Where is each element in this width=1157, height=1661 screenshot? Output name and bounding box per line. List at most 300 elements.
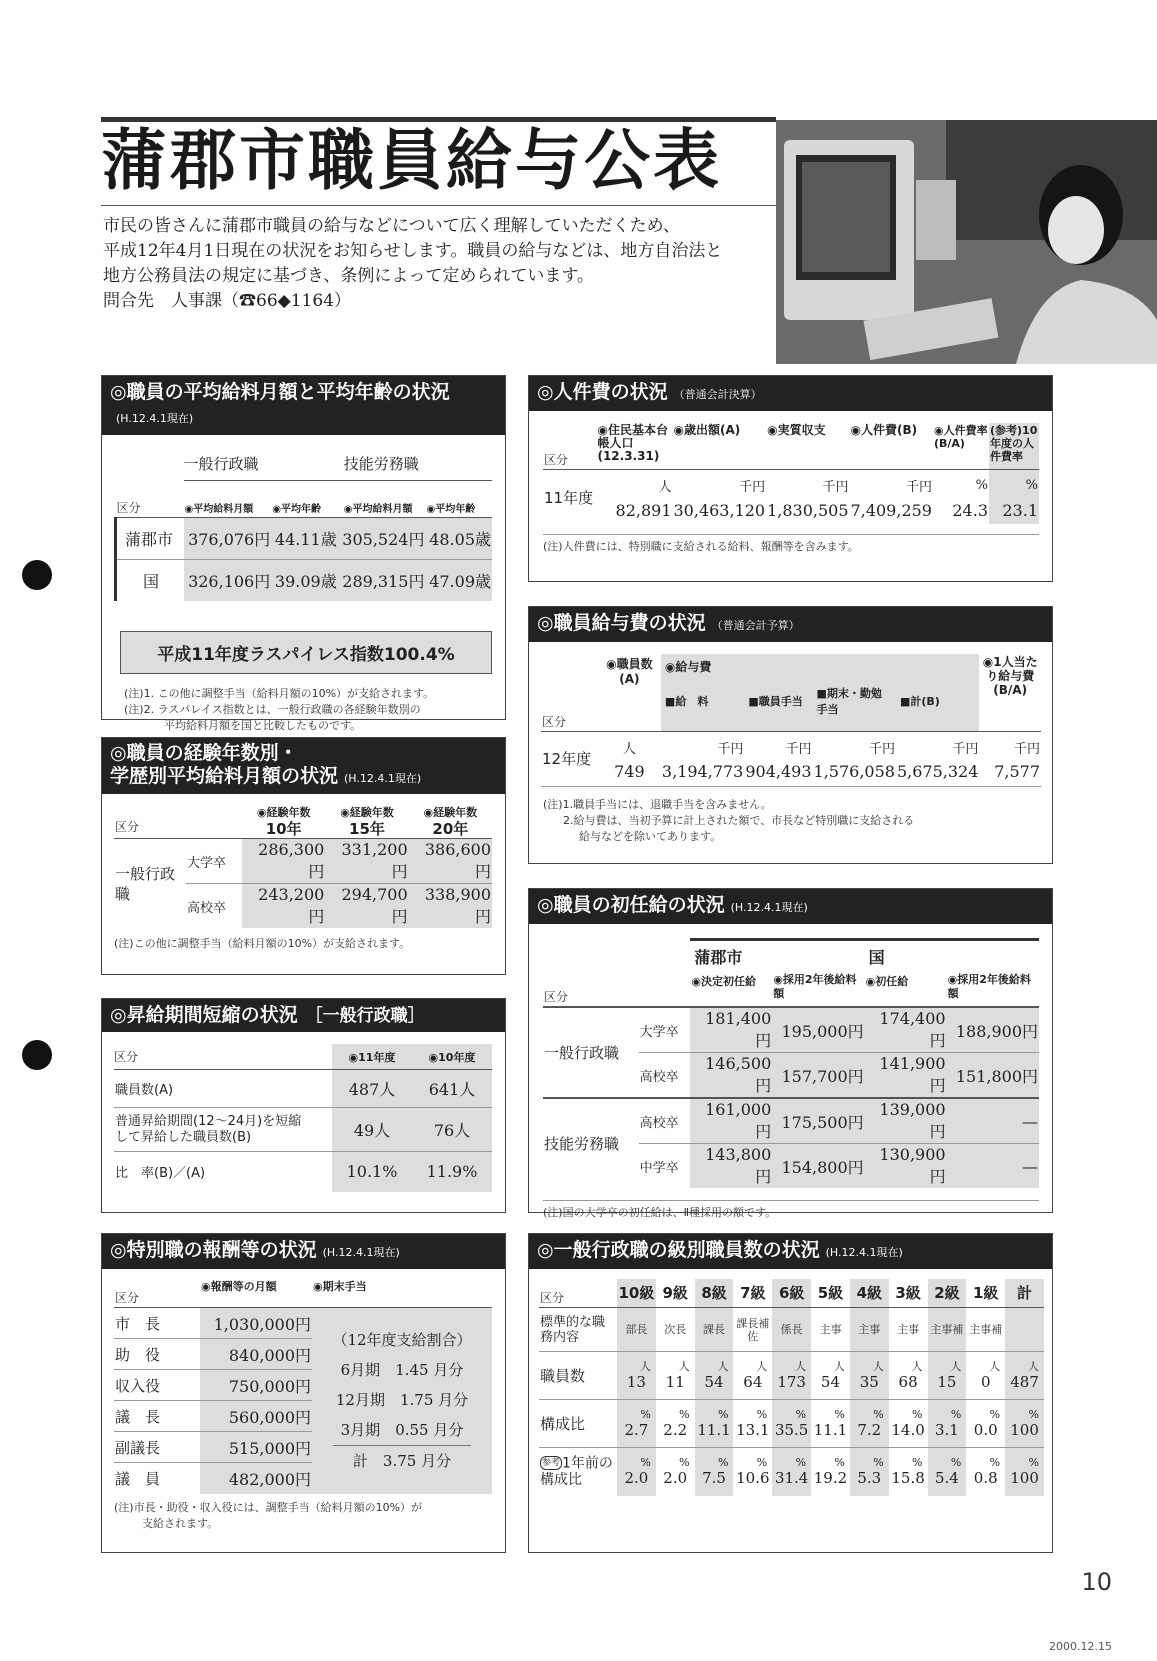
unit: % xyxy=(912,1407,923,1421)
table-row xyxy=(543,1098,1039,1144)
unit: % xyxy=(717,1455,729,1469)
panel-header xyxy=(102,1234,505,1269)
cell: 30,463,120 xyxy=(673,500,766,520)
col-header-year: 15年 xyxy=(349,820,385,838)
duty-cell: 主事 xyxy=(850,1308,889,1352)
note-line: (注)市長・助役・収入役には、調整手当（給料月額の10%）が xyxy=(114,1500,423,1514)
duty-cell: 課長 xyxy=(695,1308,734,1352)
unit: % xyxy=(756,1455,768,1469)
kubun-label: 区分 xyxy=(540,1291,565,1305)
col-header: ◉人件費率(B/A) xyxy=(933,424,988,450)
col-header: ◉歳出額(A) xyxy=(673,423,741,437)
bonus-value: 1.45 月分 xyxy=(395,1361,464,1380)
row-label: 議 長 xyxy=(115,1407,161,1426)
special-table xyxy=(114,1277,492,1494)
cell: 487人 xyxy=(332,1070,412,1108)
avg-salary-panel xyxy=(101,375,506,732)
cell: 904,493 xyxy=(745,762,812,782)
unit: 人 xyxy=(658,480,672,495)
cell: 154,800円 xyxy=(772,1144,864,1189)
row-label: 市 長 xyxy=(115,1314,161,1333)
unit: % xyxy=(950,1455,962,1469)
starting-salary-table xyxy=(543,938,1039,1188)
unit: % xyxy=(795,1455,807,1469)
cell-value: 68 xyxy=(898,1372,918,1391)
duty-cell: 部長 xyxy=(617,1308,656,1352)
bonus-value: 0.55 月分 xyxy=(395,1421,464,1440)
unit: % xyxy=(834,1455,845,1469)
grade-cell xyxy=(695,1448,734,1496)
grade-cell xyxy=(617,1400,656,1448)
cell: 175,500円 xyxy=(772,1098,864,1144)
col-header: ◉給与費 xyxy=(661,654,979,679)
experience-panel xyxy=(101,737,506,975)
binder-hole xyxy=(22,1040,52,1070)
intro-line: 市民の皆さんに蒲郡市職員の給与などについて広く理解していただくため、 xyxy=(103,216,680,236)
cell-value: 7.2 xyxy=(857,1420,882,1439)
avg-salary-table xyxy=(114,447,492,601)
row-label: 構成比 xyxy=(540,1415,586,1433)
col-header: ◉平均年齢 xyxy=(425,481,492,518)
cell: 23.1 xyxy=(989,496,1039,524)
unit: % xyxy=(1028,1407,1039,1421)
grade-cell xyxy=(966,1448,1005,1496)
cell: — xyxy=(947,1098,1039,1144)
grade-cell xyxy=(695,1400,734,1448)
cell: 289,315円 xyxy=(338,559,426,601)
cell: 10.1% xyxy=(332,1152,412,1192)
cell: 151,800円 xyxy=(947,1053,1039,1099)
unit: 人 xyxy=(678,1359,690,1373)
asof-label: (H.12.4.1現在) xyxy=(730,901,808,914)
grade-cell xyxy=(889,1352,928,1400)
cell-value: 13 xyxy=(626,1372,646,1391)
unit: % xyxy=(989,1407,1001,1421)
issue-date: 2000.12.15 xyxy=(1049,1640,1112,1653)
cell: 305,524円 xyxy=(338,517,426,559)
cell-value: 10.6 xyxy=(736,1468,770,1487)
unit: 人 xyxy=(639,1359,651,1373)
row-label: 中学卒 xyxy=(639,1160,679,1176)
cell-value: 54 xyxy=(820,1372,841,1391)
cell-value: 35.5 xyxy=(774,1420,809,1439)
asof-label: (H.12.4.1現在) xyxy=(344,772,422,785)
group-label: 一般行政職 xyxy=(115,864,176,903)
title-underline xyxy=(101,205,776,206)
cell: 195,000円 xyxy=(772,1007,864,1053)
page-number: 10 xyxy=(1081,1568,1112,1596)
bonus-row xyxy=(313,1385,491,1415)
grade-header: 3級 xyxy=(895,1284,921,1302)
unit: % xyxy=(756,1407,768,1421)
grade-panel xyxy=(528,1233,1053,1553)
unit: 人 xyxy=(795,1359,807,1373)
cell: 1,576,058 xyxy=(813,762,895,782)
cell: 76人 xyxy=(412,1108,492,1152)
col-header-label: ◉経験年数 xyxy=(340,806,394,819)
unit: 千円 xyxy=(952,742,979,757)
unit: 人 xyxy=(717,1359,729,1373)
unit: % xyxy=(795,1407,807,1421)
grade-cell xyxy=(966,1400,1005,1448)
row-label: 普通昇給期間(12〜24月)を短縮して昇給した職員数(B) xyxy=(115,1113,302,1145)
kubun-label: 区分 xyxy=(541,654,598,732)
duty-cell: 次長 xyxy=(664,1323,687,1336)
table-row xyxy=(539,1308,1044,1352)
col-subheader: ■職員手当 xyxy=(744,679,812,732)
cell: 157,700円 xyxy=(772,1053,864,1099)
kubun-label: 区分 xyxy=(116,481,184,518)
col-header: ◉初任給 xyxy=(865,975,909,988)
table-row xyxy=(114,839,492,884)
kubun-label: 区分 xyxy=(114,804,242,839)
unit: 人 xyxy=(833,1359,845,1373)
experience-table xyxy=(114,804,492,928)
panel-subtitle: （普通会計決算） xyxy=(673,388,762,401)
cell: 243,200円 xyxy=(242,884,325,929)
personnel-cost-table xyxy=(543,423,1039,524)
unit: 千円 xyxy=(717,742,744,757)
grade-header: 7級 xyxy=(740,1284,766,1302)
table-row xyxy=(114,1152,492,1192)
unit: 人 xyxy=(756,1359,768,1373)
group-header: 技能労務職 xyxy=(338,447,492,481)
row-label: 標準的な職務内容 xyxy=(540,1314,606,1345)
grade-cell xyxy=(656,1448,695,1496)
page-title: 蒲郡市職員給与公表 xyxy=(101,122,722,199)
panel-title: ◎職員の初任給の状況 xyxy=(537,894,725,916)
unit: % xyxy=(1028,1455,1039,1469)
cell-value: 2.0 xyxy=(663,1468,688,1487)
panel-title: ◎職員の経験年数別・ xyxy=(110,742,298,764)
cell-value: 7.5 xyxy=(702,1468,726,1487)
cell-value: 487 xyxy=(1010,1372,1039,1391)
bonus-row xyxy=(333,1445,471,1476)
unit: 千円 xyxy=(868,742,895,757)
cell: 7,409,259 xyxy=(850,500,932,520)
row-label: 高校卒 xyxy=(187,900,227,916)
table-row xyxy=(539,1448,1044,1496)
cell: 1,030,000円 xyxy=(200,1308,312,1339)
cell: 338,900円 xyxy=(409,884,492,929)
panel-header xyxy=(529,607,1052,642)
col-header: (参考)10年度の人件費率 xyxy=(989,423,1039,470)
promotion-panel xyxy=(101,998,506,1213)
cell-value: 35 xyxy=(859,1372,879,1391)
cell: 641人 xyxy=(412,1070,492,1108)
unit: 千円 xyxy=(1013,742,1040,757)
cell: 48.05歳 xyxy=(425,517,492,559)
note-line: 2.給与費は、当初予算に計上された額で、市長など特別職に支給される xyxy=(563,813,915,827)
cell: 130,900円 xyxy=(865,1144,947,1189)
grade-cell xyxy=(617,1448,656,1496)
cell: 560,000円 xyxy=(200,1401,312,1432)
col-header xyxy=(409,804,492,839)
unit: % xyxy=(989,470,1039,497)
unit: % xyxy=(975,478,988,493)
contact-line: 問合先 人事課（☎66◆1164） xyxy=(103,291,351,311)
cell-value: 15.8 xyxy=(891,1468,925,1487)
cell: 286,300円 xyxy=(242,839,325,884)
table-row xyxy=(543,1007,1039,1053)
grade-header: 6級 xyxy=(772,1279,811,1308)
unit: 千円 xyxy=(905,480,932,495)
cell: 5,675,324 xyxy=(896,762,979,782)
cell-value: 64 xyxy=(743,1372,763,1391)
cell: 515,000円 xyxy=(200,1432,312,1463)
grade-cell xyxy=(811,1448,850,1496)
col-header xyxy=(242,804,325,839)
bonus-label: 3月期 xyxy=(340,1421,381,1440)
group-label: 一般行政職 xyxy=(543,1007,639,1098)
unit: % xyxy=(834,1407,845,1421)
cell: 82,891 xyxy=(615,500,672,520)
table-row xyxy=(543,496,1039,524)
cell-value: 0.8 xyxy=(973,1468,998,1487)
starting-salary-panel xyxy=(528,888,1053,1219)
row-label: 11年度 xyxy=(544,488,594,507)
asof-label: (H.12.4.1現在) xyxy=(322,1246,400,1259)
unit: % xyxy=(950,1407,962,1421)
cell-value: 54 xyxy=(704,1372,724,1391)
row-label: 議 員 xyxy=(115,1469,161,1488)
cell-value: 15 xyxy=(937,1372,957,1391)
unit: 人 xyxy=(1028,1359,1039,1373)
bonus-row xyxy=(313,1415,491,1445)
unit: % xyxy=(679,1407,690,1421)
grade-cell xyxy=(850,1448,889,1496)
note-line: (注)1. この他に調整手当（給料月額の10%）が支給されます。 xyxy=(124,687,435,700)
unit: % xyxy=(679,1455,690,1469)
row-label: 12年度 xyxy=(542,750,592,769)
row-label: 高校卒 xyxy=(639,1115,679,1131)
col-header: ◉実質収支 xyxy=(767,423,826,437)
note-line: (注)1.職員手当には、退職手当を含みません。 xyxy=(543,797,772,811)
cell: 161,000円 xyxy=(690,1098,772,1144)
cell: 11.9% xyxy=(412,1152,492,1192)
grade-cell xyxy=(733,1448,772,1496)
duty-cell: 課長補佐 xyxy=(736,1316,770,1343)
grade-cell xyxy=(889,1400,928,1448)
grade-header: 5級 xyxy=(817,1284,844,1302)
cell: 3,194,773 xyxy=(661,762,744,782)
panel-header xyxy=(102,738,505,794)
cell-value: 100 xyxy=(1010,1420,1039,1439)
cell-value: 2.2 xyxy=(663,1420,688,1439)
unit: 人 xyxy=(872,1359,884,1373)
cell: 750,000円 xyxy=(200,1370,312,1401)
grade-cell xyxy=(928,1400,967,1448)
grade-cell xyxy=(617,1352,656,1400)
row-label: 職員数 xyxy=(540,1367,586,1385)
panel-title: ◎昇給期間短縮の状況 xyxy=(110,1004,298,1026)
table-row xyxy=(116,517,493,559)
table-row xyxy=(116,559,493,601)
cell-value: 11.1 xyxy=(697,1420,731,1439)
col-header: ◉採用2年後給料額 xyxy=(947,973,1031,1000)
cell-value: 0.0 xyxy=(973,1420,998,1439)
bonus-row xyxy=(313,1355,491,1385)
col-header: ◉住民基本台帳人口(12.3.31) xyxy=(597,423,668,463)
panel-subtitle: ［一般行政職］ xyxy=(305,1006,425,1026)
panel-subtitle: （普通会計予算） xyxy=(711,619,800,632)
table-row xyxy=(114,1108,492,1152)
cell: 141,900円 xyxy=(865,1053,947,1099)
cell: 376,076円 xyxy=(184,517,272,559)
grade-header: 計 xyxy=(1005,1279,1044,1308)
note-line: 支給されます。 xyxy=(142,1516,219,1530)
col-subheader: ■期末・勤勉手当 xyxy=(813,679,896,732)
col-header: ◉平均給料月額 xyxy=(184,481,272,518)
cell-value: 173 xyxy=(777,1372,806,1391)
cell: 331,200円 xyxy=(325,839,408,884)
grade-header: 4級 xyxy=(850,1279,889,1308)
cell-value: 19.2 xyxy=(813,1468,848,1487)
cell-value: 3.1 xyxy=(934,1420,959,1439)
grade-header: 2級 xyxy=(928,1279,967,1308)
cell-value: 100 xyxy=(1010,1468,1039,1487)
bonus-label: 12月期 xyxy=(335,1391,385,1410)
salary-cost-table xyxy=(541,654,1041,787)
panel-header xyxy=(529,1234,1052,1269)
duty-cell: 主事補 xyxy=(969,1323,1003,1336)
bonus-head: （12年度支給割合） xyxy=(332,1331,472,1350)
cell-value: 13.1 xyxy=(736,1420,770,1439)
unit: 千円 xyxy=(739,480,766,495)
unit: 人 xyxy=(950,1359,962,1373)
note-line: 平均給料月額を国と比較したものです。 xyxy=(164,719,362,732)
cell: 294,700円 xyxy=(325,884,408,929)
row-label: 高校卒 xyxy=(639,1069,679,1085)
grade-cell xyxy=(811,1352,850,1400)
table-row xyxy=(114,1070,492,1108)
cell-value: 31.4 xyxy=(774,1468,809,1487)
cell-value: 14.0 xyxy=(891,1420,925,1439)
grade-cell xyxy=(733,1352,772,1400)
unit: 人 xyxy=(989,1359,1001,1373)
col-header: ◉11年度 xyxy=(332,1044,412,1070)
grade-cell xyxy=(889,1448,928,1496)
panel-title: 学歴別平均給料月額の状況 xyxy=(110,765,339,787)
grade-cell xyxy=(811,1400,850,1448)
table-row xyxy=(114,1308,492,1339)
kubun-label: 区分 xyxy=(544,990,569,1004)
notes xyxy=(124,686,505,734)
note-line: (注)人件費には、特別職に支給される給料、報酬等を含みます。 xyxy=(543,534,1039,555)
cell-value: 11.1 xyxy=(813,1420,848,1439)
cell: 44.11歳 xyxy=(271,517,338,559)
kubun-label: 区分 xyxy=(114,1050,139,1064)
col-header: ◉10年度 xyxy=(412,1044,492,1070)
row-label: 大学卒 xyxy=(639,1024,679,1040)
note-line: (注)この他に調整手当（給料月額の10%）が支給されます。 xyxy=(114,937,411,950)
cell: 39.09歳 xyxy=(271,559,338,601)
grade-cell xyxy=(928,1352,967,1400)
unit: 千円 xyxy=(785,742,812,757)
col-subheader: ■給 料 xyxy=(661,679,744,732)
unit: % xyxy=(717,1407,729,1421)
grade-cell xyxy=(1005,1400,1044,1448)
col-subheader: ■計(B) xyxy=(896,679,979,732)
grade-cell xyxy=(928,1448,967,1496)
cell: 326,106円 xyxy=(184,559,272,601)
col-header: ◉決定初任給 xyxy=(691,975,756,988)
col-header: ◉人件費(B) xyxy=(850,423,918,437)
row-label: 助 役 xyxy=(115,1345,161,1364)
panel-header xyxy=(529,376,1052,411)
unit: 人 xyxy=(911,1359,923,1373)
cell-value: 2.0 xyxy=(624,1468,649,1487)
cell-value: 5.3 xyxy=(857,1468,882,1487)
cell: 174,400円 xyxy=(865,1007,947,1053)
intro-line: 地方公務員法の規定に基づき、条例によって定められています。 xyxy=(103,266,594,286)
grade-cell xyxy=(966,1352,1005,1400)
cell: 386,600円 xyxy=(409,839,492,884)
cell: — xyxy=(947,1144,1039,1189)
bonus-label: 計 xyxy=(352,1452,368,1471)
bonus-cell xyxy=(312,1308,492,1494)
panel-header xyxy=(102,376,505,435)
col-header: ◉平均年齢 xyxy=(271,481,338,518)
grade-cell xyxy=(850,1352,889,1400)
cell: 146,500円 xyxy=(690,1053,772,1099)
grade-cell xyxy=(772,1400,811,1448)
kubun-label: 区分 xyxy=(544,453,569,467)
duty-cell: 主事補 xyxy=(928,1308,967,1352)
row-label: 国 xyxy=(116,559,184,601)
salary-cost-panel xyxy=(528,606,1053,864)
cell-value: 2.7 xyxy=(624,1420,649,1439)
panel-title: ◎一般行政職の級別職員数の状況 xyxy=(537,1239,820,1261)
col-header: ◉1人当たり給与費(B/A) xyxy=(979,654,1041,732)
cell: 24.3 xyxy=(952,500,988,520)
cell: 840,000円 xyxy=(200,1339,312,1370)
bonus-label: 6月期 xyxy=(340,1361,381,1380)
unit: 人 xyxy=(622,742,636,757)
col-header-year: 20年 xyxy=(432,820,469,838)
grade-header-row xyxy=(539,1279,1044,1308)
grade-header: 9級 xyxy=(662,1284,688,1302)
col-header-label: ◉経験年数 xyxy=(423,806,478,819)
cell: 47.09歳 xyxy=(425,559,492,601)
notes xyxy=(114,1500,505,1532)
unit: % xyxy=(640,1455,651,1469)
grade-cell xyxy=(733,1400,772,1448)
group-label: 技能労務職 xyxy=(544,1135,620,1153)
group-header: 国 xyxy=(865,940,1039,973)
cell-value: 11 xyxy=(665,1372,685,1391)
intro-line: 平成12年4月1日現在の状況をお知らせします。職員の給与などは、地方自治法と xyxy=(103,241,723,261)
grade-header: 10級 xyxy=(617,1279,656,1308)
duty-cell: 主事 xyxy=(819,1323,842,1336)
grade-header: 8級 xyxy=(695,1279,734,1308)
promotion-table xyxy=(114,1044,492,1192)
laspeyres-box: 平成11年度ラスパイレス指数100.4% xyxy=(120,631,492,674)
bonus-value: 3.75 月分 xyxy=(382,1452,452,1471)
notes xyxy=(543,797,1052,845)
note-line: 給与などを除いてあります。 xyxy=(579,829,722,843)
cell-value: 0 xyxy=(980,1372,991,1391)
unit: % xyxy=(989,1455,1001,1469)
panel-title: ◎職員給与費の状況 xyxy=(537,612,706,634)
binder-hole xyxy=(22,560,52,590)
group-header: 蒲郡市 xyxy=(690,940,864,973)
cell-value: 5.4 xyxy=(934,1468,959,1487)
duty-cell xyxy=(1005,1308,1044,1352)
table-row xyxy=(539,1352,1044,1400)
reference-tag: 参考 xyxy=(542,1457,561,1468)
grade-cell xyxy=(656,1400,695,1448)
